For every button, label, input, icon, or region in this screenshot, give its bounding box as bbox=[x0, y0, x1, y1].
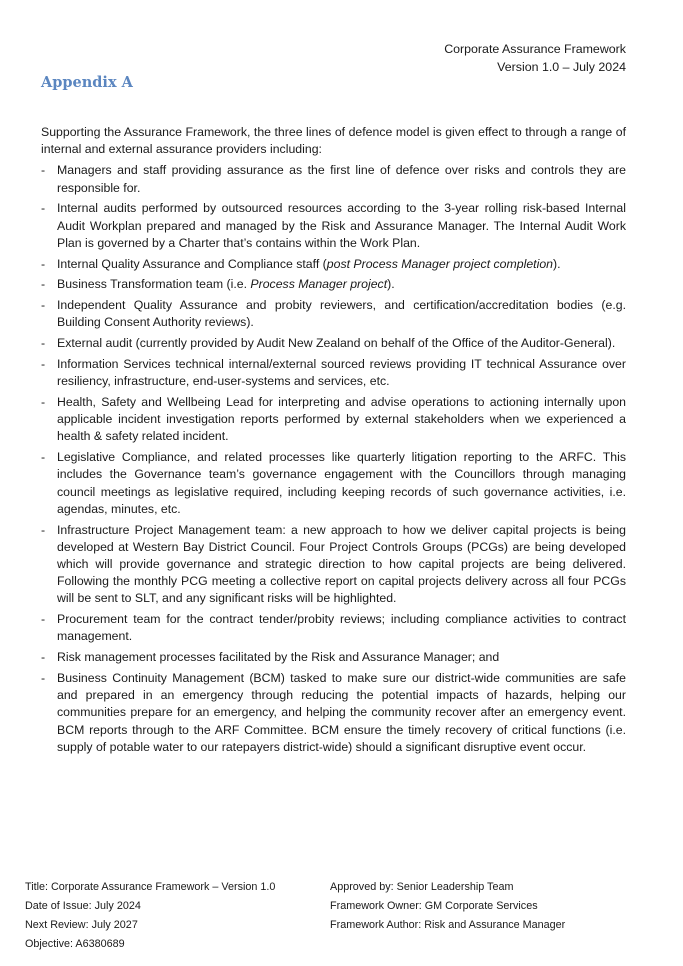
footer-next-review: Next Review: July 2027 bbox=[25, 919, 138, 931]
list-item-text: Internal Quality Assurance and Compliance staff ( bbox=[57, 256, 327, 271]
footer-document-info bbox=[25, 878, 275, 954]
footer-objective: Objective: A6380689 bbox=[25, 938, 125, 950]
list-item-text: Business Transformation team (i.e. bbox=[57, 277, 251, 292]
list-item: - Managers and staff providing assurance as the first line of defence over risks and controls they are responsible for. bbox=[41, 162, 626, 196]
list-item bbox=[41, 256, 626, 273]
list-item: - Procurement team for the contract tender/probity reviews; including compliance activities to contract management. bbox=[41, 611, 626, 645]
footer-date-of-issue: Date of Issue: July 2024 bbox=[25, 900, 141, 912]
list-item-emphasis: Process Manager project bbox=[250, 277, 388, 292]
list-item-text: ). bbox=[553, 256, 561, 271]
assurance-providers-list bbox=[41, 162, 626, 756]
footer-ownership-info bbox=[330, 878, 565, 935]
list-item: - Information Services technical internal/external sourced reviews providing IT technical Assurance over resiliency, infrastructure, end-user-systems and services, etc. bbox=[41, 356, 626, 390]
list-item: - Independent Quality Assurance and probity reviewers, and certification/accreditation bodies (e.g. Building Consent Authority reviews). bbox=[41, 297, 626, 331]
list-item: - Legislative Compliance, and related processes like quarterly litigation reporting to the ARFC. This includes the Governance team’s governance engagement with the Councillors through managing council meetings as legislative required, including keeping records of such governance activities, i.e. agendas, minutes, etc. bbox=[41, 449, 626, 518]
list-item: - Health, Safety and Wellbeing Lead for interpreting and advise operations to actioning internally upon applicable incident investigation reports performed by external stakeholders when we experienced a health & safety related incident. bbox=[41, 394, 626, 446]
document-body bbox=[41, 124, 626, 760]
footer-framework-author: Framework Author: Risk and Assurance Manager bbox=[330, 919, 566, 931]
footer-title: Title: Corporate Assurance Framework – Version 1.0 bbox=[25, 881, 276, 893]
intro-paragraph: Supporting the Assurance Framework, the three lines of defence model is given effect to through a range of internal and external assurance providers including: bbox=[41, 125, 626, 157]
list-item-emphasis: post Process Manager project completion bbox=[326, 256, 554, 271]
list-item bbox=[41, 276, 626, 293]
document-header bbox=[444, 41, 626, 76]
list-item: - Infrastructure Project Management team: a new approach to how we deliver capital projects is being developed at Western Bay District Council. Four Project Controls Groups (PCGs) are being developed which will provide governance and strategic direction to how capital projects are being delivered. Following the monthly PCG meeting a collective report on capital projects delivery across all four PCGs will be sent to SLT, and any significant risks will be highlighted. bbox=[41, 522, 626, 608]
header-version: Version 1.0 – July 2024 bbox=[497, 59, 626, 74]
footer-approved-by: Approved by: Senior Leadership Team bbox=[330, 881, 514, 893]
footer-framework-owner: Framework Owner: GM Corporate Services bbox=[330, 900, 538, 912]
list-item: - Business Continuity Management (BCM) tasked to make sure our district-wide communities are safe and prepared in an emergency through reducing the potential impacts of hazards, helping our communities prepare for an emergency, and helping the community recover after an emergency event. BCM reports through to the ARF Committee. BCM ensure the timely recovery of critical functions (i.e. supply of potable water to our ratepayers district-wide) should a significant disruptive event occur. bbox=[41, 670, 626, 756]
list-item: - Internal audits performed by outsourced resources according to the 3-year rolling risk-based Internal Audit Workplan prepared and managed by the Risk and Assurance Manager. The Internal Audit Work Plan is governed by a Charter that’s contains within the Work Plan. bbox=[41, 200, 626, 252]
appendix-title: Appendix A bbox=[41, 74, 133, 91]
list-item: - External audit (currently provided by Audit New Zealand on behalf of the Office of the Auditor-General). bbox=[41, 335, 626, 352]
list-item-text: ). bbox=[387, 277, 395, 292]
header-title: Corporate Assurance Framework bbox=[444, 42, 626, 56]
list-item: - Risk management processes facilitated by the Risk and Assurance Manager; and bbox=[41, 649, 626, 666]
